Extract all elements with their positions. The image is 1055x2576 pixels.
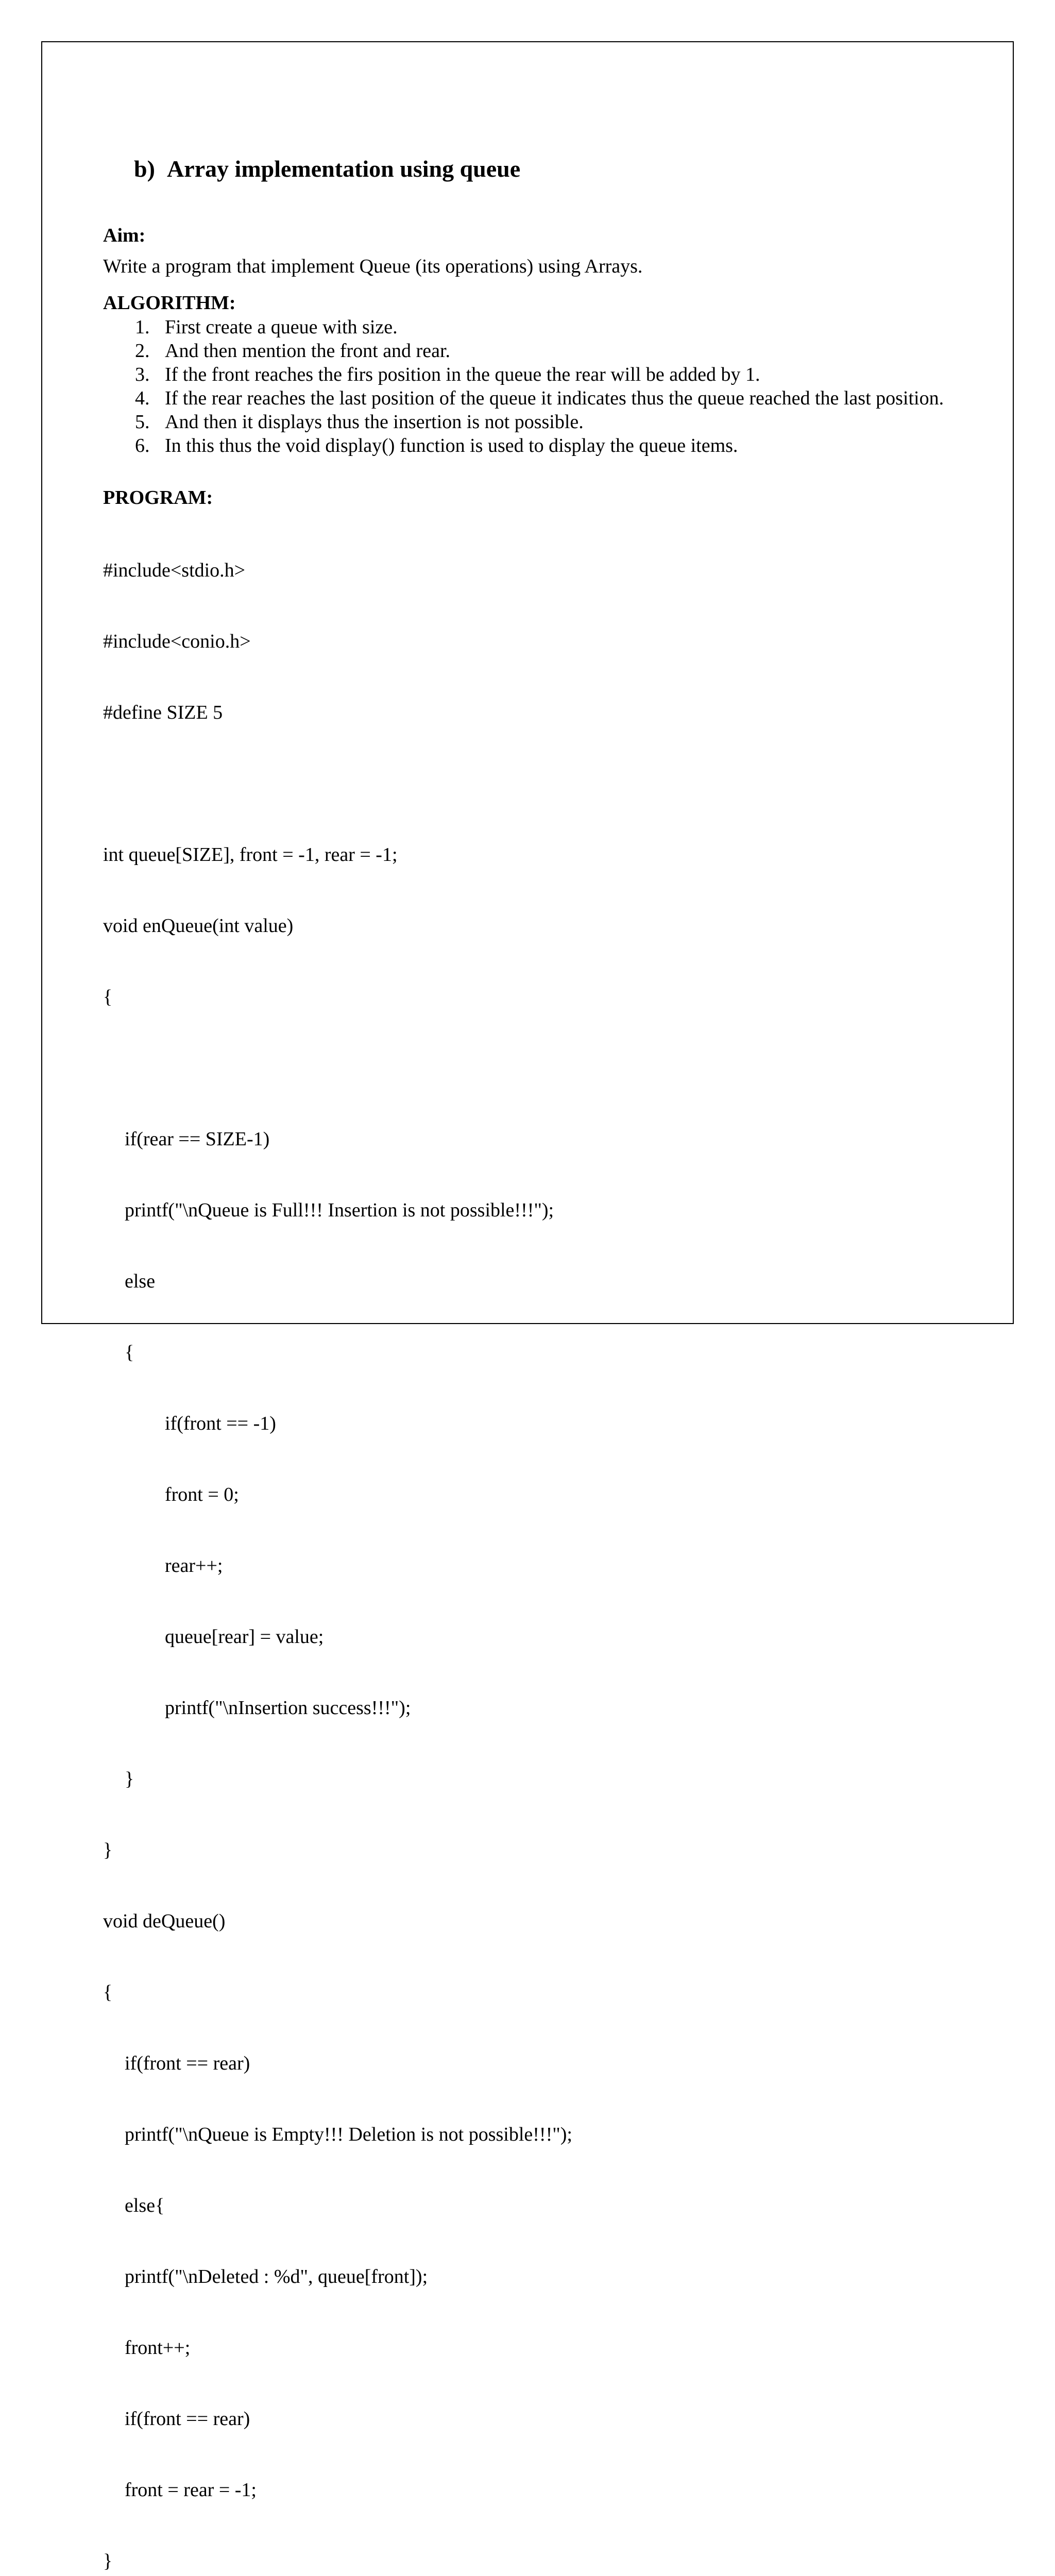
code-line: if(front == rear) bbox=[125, 2408, 250, 2430]
code-line: printf("\nDeleted : %d", queue[front]); bbox=[125, 2265, 428, 2287]
algorithm-step bbox=[103, 339, 979, 363]
algorithm-step bbox=[103, 363, 979, 386]
code-line: } bbox=[125, 1768, 134, 1790]
code-line: front = rear = -1; bbox=[125, 2479, 257, 2501]
algorithm-step bbox=[103, 315, 979, 339]
step-number: 1. bbox=[135, 316, 150, 338]
step-number: 2. bbox=[135, 340, 150, 362]
algorithm-heading: ALGORITHM: bbox=[103, 292, 236, 314]
code-line: printf("\nInsertion success!!!"); bbox=[165, 1697, 411, 1719]
code-line: if(front == rear) bbox=[125, 2052, 250, 2074]
step-text: If the front reaches the firs position in the queue the rear will be added by 1. bbox=[165, 363, 760, 385]
step-number: 4. bbox=[135, 387, 150, 409]
document-content bbox=[103, 155, 979, 2576]
code-line: rear++; bbox=[165, 1554, 223, 1577]
code-line: front++; bbox=[125, 2336, 191, 2359]
code-line: { bbox=[103, 1981, 113, 2003]
aim-text: Write a program that implement Queue (its operations) using Arrays. bbox=[103, 255, 643, 277]
code-line: if(front == -1) bbox=[165, 1412, 276, 1434]
code-line: { bbox=[125, 1341, 134, 1363]
code-line: void deQueue() bbox=[103, 1910, 226, 1932]
algorithm-step bbox=[103, 434, 979, 457]
program-heading: PROGRAM: bbox=[103, 486, 213, 509]
code-line: #define SIZE 5 bbox=[103, 701, 223, 723]
section-title-text: Array implementation using queue bbox=[167, 156, 521, 182]
code-line: queue[rear] = value; bbox=[165, 1625, 324, 1648]
step-text: And then it displays thus the insertion is not possible. bbox=[165, 411, 584, 433]
code-line: printf("\nQueue is Empty!!! Deletion is not possible!!!"); bbox=[125, 2123, 572, 2145]
step-text: In this thus the void display() function is used to display the queue items. bbox=[165, 434, 738, 456]
code-line: int queue[SIZE], front = -1, rear = -1; bbox=[103, 843, 398, 866]
code-line: } bbox=[103, 1839, 113, 1861]
code-line: { bbox=[103, 986, 113, 1008]
code-line: #include<conio.h> bbox=[103, 630, 251, 652]
code-line: else{ bbox=[125, 2194, 165, 2216]
step-text: And then mention the front and rear. bbox=[165, 340, 451, 362]
step-number: 6. bbox=[135, 434, 150, 456]
algorithm-step bbox=[103, 410, 979, 434]
aim-heading: Aim: bbox=[103, 225, 146, 247]
code-line: printf("\nQueue is Full!!! Insertion is not possible!!!"); bbox=[125, 1199, 554, 1221]
code-line bbox=[103, 1056, 979, 1080]
code-line: if(rear == SIZE-1) bbox=[125, 1128, 270, 1150]
code-line bbox=[103, 772, 979, 795]
code-line: void enQueue(int value) bbox=[103, 914, 294, 937]
algorithm-steps bbox=[103, 315, 979, 457]
code-line: #include<stdio.h> bbox=[103, 559, 246, 581]
program-code bbox=[103, 511, 979, 2576]
code-line: else bbox=[125, 1270, 156, 1292]
section-number: b) bbox=[134, 156, 155, 182]
code-line: front = 0; bbox=[165, 1483, 239, 1505]
step-text: If the rear reaches the last position of the queue it indicates thus the queue reached the last position. bbox=[165, 387, 944, 409]
code-line: } bbox=[103, 2550, 113, 2572]
step-number: 3. bbox=[135, 363, 150, 385]
step-number: 5. bbox=[135, 411, 150, 433]
algorithm-step bbox=[103, 386, 979, 410]
step-text: First create a queue with size. bbox=[165, 316, 398, 338]
section-title bbox=[134, 155, 979, 183]
